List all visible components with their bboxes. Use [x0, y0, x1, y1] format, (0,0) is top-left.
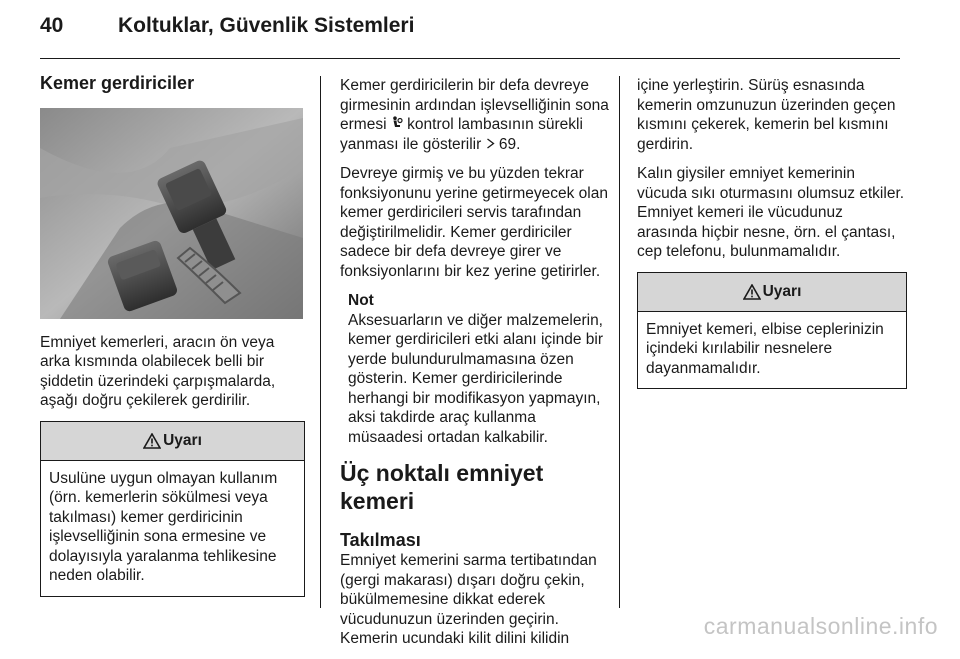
page-reference: 69.: [498, 135, 521, 153]
airbag-lamp-icon: [391, 116, 403, 129]
note-block: [348, 291, 610, 447]
column-divider-2: [619, 76, 620, 608]
column-3: [637, 76, 907, 389]
column-divider-1: [320, 76, 321, 608]
warning-body: Usulüne uygun olmayan kullanım (örn. kemerlerin sökülmesi veya takılması) kemer gerdiricinin işlevselliğinin sona ermesine ve dolayısıyla yaralanma tehlikesine neden olabilir.: [49, 469, 278, 584]
three-point-belt-heading: Üç noktalı emniyet kemeri: [340, 460, 544, 514]
fastening-continued: içine yerleştirin. Sürüş esnasında kemerin omzunuzun üzerinden geçen kısmını çekerek, kemerin bel kısmını gerdirin.: [637, 77, 896, 153]
warning-header-2: [638, 273, 906, 312]
column-1: [40, 74, 305, 597]
page-reference-arrow-icon: [486, 138, 495, 149]
fastening-subheading: Takılması: [340, 530, 421, 550]
watermark: carmanualsonline.info: [703, 613, 938, 639]
fastening-paragraph: Emniyet kemerini sarma tertibatından (gergi makarası) dışarı doğru çekin, bükülmemesine dikkat ederek vücudunuzun üzerinden geçirin. Kemerin ucundaki kilit dilini kilidin: [340, 552, 597, 647]
warning-triangle-icon: [143, 433, 161, 449]
note-title: Not: [348, 292, 374, 309]
seatbelt-buckle-photo: [40, 108, 303, 319]
warning-title: Uyarı: [163, 431, 202, 449]
column-2: [340, 76, 610, 659]
service-paragraph: Devreye girmiş ve bu yüzden tekrar fonksiyonunu yerine getirmeyecek olan kemer gerdiricileri servis tarafından değiştirilmelidir. Kemer gerdiriciler sadece bir defa devreye girer ve fonksiyonlarını bir kez yerine getirirler.: [340, 165, 608, 280]
warning-triangle-icon: [743, 284, 761, 300]
section-title: Kemer gerdiriciler: [40, 73, 195, 93]
pretensioner-text-b: kontrol lambasının sürekli yanması ile gösterilir: [340, 116, 583, 153]
page-number: 40: [40, 14, 64, 37]
warning-title-2: Uyarı: [762, 282, 802, 300]
page-header: [40, 14, 414, 38]
warning-box-2: [637, 272, 907, 390]
clothing-paragraph: Kalın giysiler emniyet kemerinin vücuda sıkı oturmasını olumsuz etkiler. Emniyet kemeri ile vücudunuz arasında hiçbir nesne, örn. el çantası, cep telefonu, bulunmamalıdır.: [637, 165, 905, 260]
pretensioner-text-a: Kemer gerdiricilerin bir defa devreye girmesinin ardından işlevselliğinin sona ermesi: [340, 77, 609, 133]
intro-text: Emniyet kemerleri, aracın ön veya arka kısmında olabilecek belli bir şiddetin üzerindeki çarpışmalarda, aşağı doğru çekilerek gerdirilir.: [40, 333, 276, 409]
pretensioner-paragraph: [340, 76, 610, 154]
warning-header: [41, 422, 304, 461]
warning-body-2: Emniyet kemeri, elbise ceplerinizin içindeki kırılabilir nesnelere dayanmamalıdır.: [646, 320, 884, 377]
warning-box: [40, 421, 305, 597]
header-rule: [40, 58, 900, 59]
chapter-title: Koltuklar, Güvenlik Sistemleri: [118, 14, 415, 37]
note-body: Aksesuarların ve diğer malzemelerin, kemer gerdiricileri etki alanı içinde bir yerde bulundurulmamasına özen gösterin. Kemer gerdiricilerinde herhangi bir modifikasyon yapmayın, aksi takdirde araç kullanma müsaadesi ortadan kalkabilir.: [348, 311, 603, 446]
